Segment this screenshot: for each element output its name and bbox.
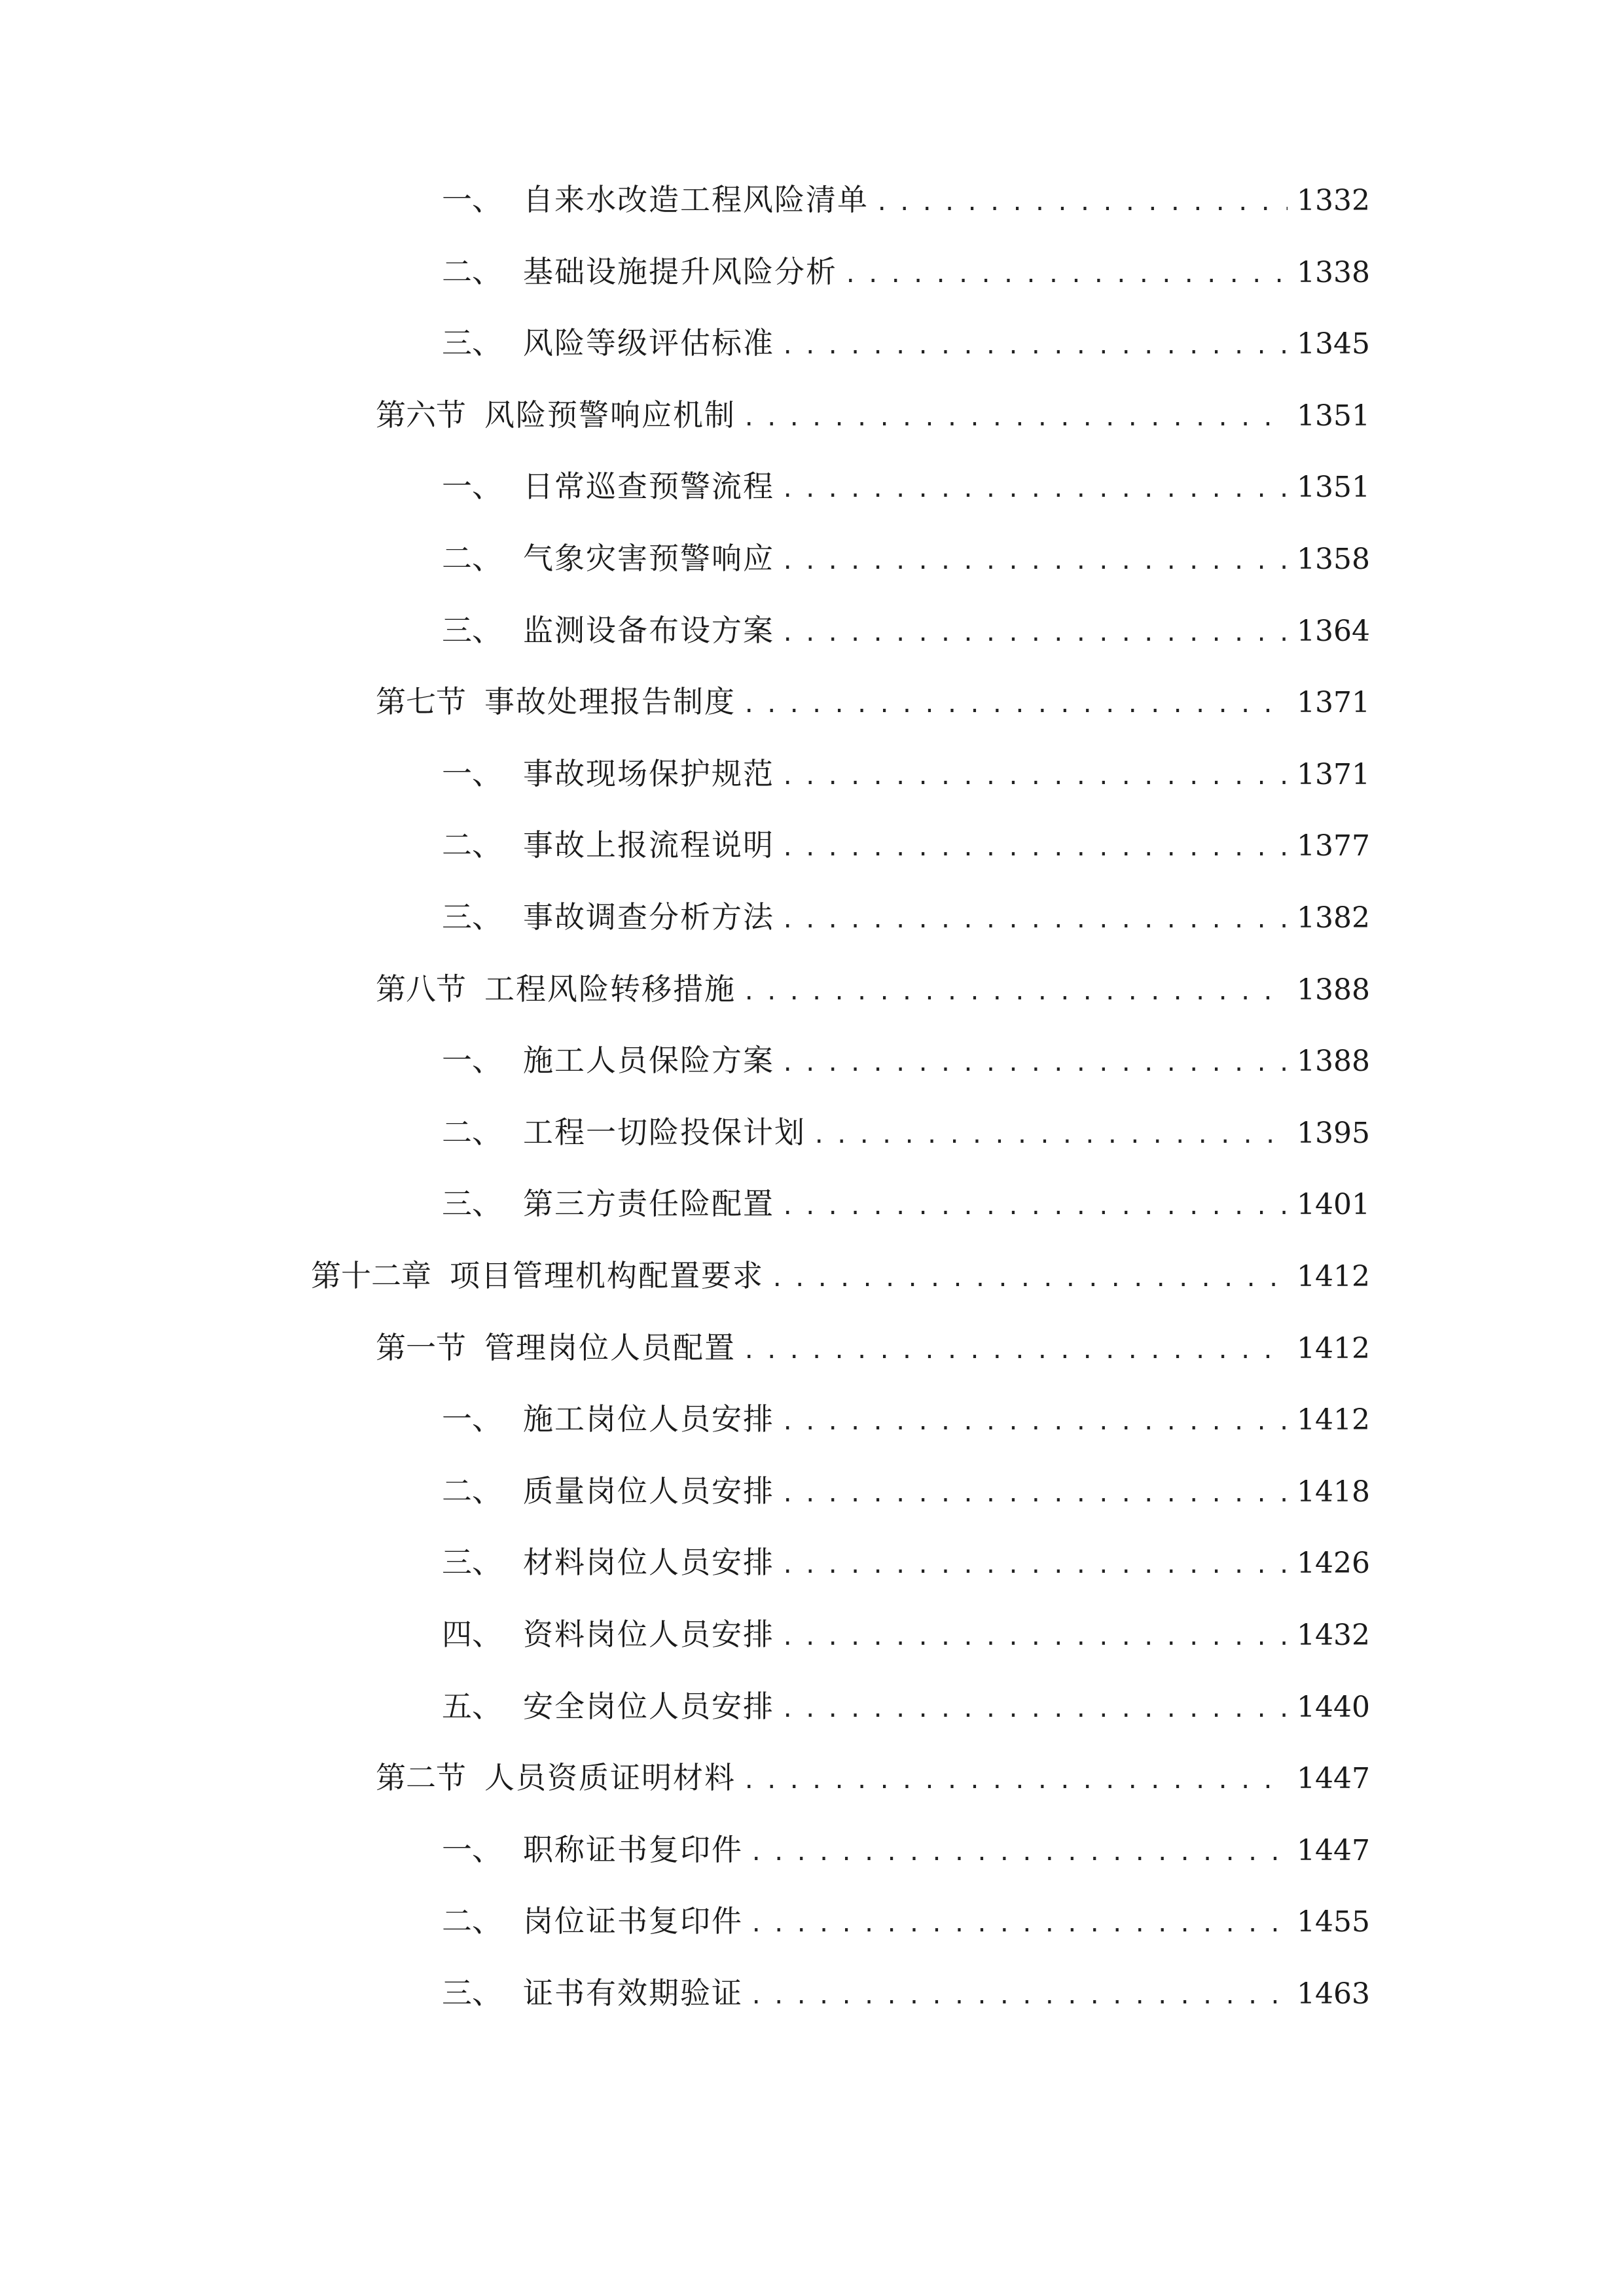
- dot-leader: [749, 1905, 1288, 1944]
- toc-entry-page-number: 1401: [1297, 1188, 1370, 1222]
- toc-entry-title: 第三方责任险配置: [523, 1186, 774, 1222]
- toc-entry-title: 事故处理报告制度: [484, 684, 736, 720]
- toc-entry[interactable]: [311, 1256, 1370, 1295]
- toc-entry-title: 风险预警响应机制: [484, 397, 736, 433]
- toc-entry[interactable]: [442, 1901, 1370, 1941]
- dot-leader: [812, 1116, 1288, 1155]
- toc-entry[interactable]: [442, 1041, 1370, 1080]
- toc-entry-title: 气象灾害预警响应: [523, 541, 774, 576]
- toc-entry-page-number: 1412: [1297, 1331, 1370, 1365]
- toc-entry-number: 一、: [442, 1401, 502, 1437]
- dot-leader: [781, 757, 1288, 797]
- dot-leader: [781, 1690, 1288, 1729]
- toc-entry-title: 自来水改造工程风险清单: [523, 182, 869, 217]
- toc-entry[interactable]: [376, 969, 1370, 1009]
- toc-entry-number: 第十二章: [311, 1258, 431, 1293]
- toc-entry-title: 监测设备布设方案: [523, 612, 774, 648]
- toc-entry-title: 职称证书复印件: [523, 1831, 743, 1867]
- toc-entry-page-number: 1382: [1297, 901, 1370, 935]
- toc-entry-page-number: 1377: [1297, 829, 1370, 863]
- toc-entry-number: 三、: [442, 1975, 502, 2011]
- toc-entry-page-number: 1447: [1297, 1833, 1370, 1867]
- toc-entry-number: 二、: [442, 1473, 502, 1509]
- toc-entry-page-number: 1463: [1297, 1977, 1370, 2011]
- toc-entry-number: 一、: [442, 182, 502, 217]
- toc-entry-number: 第六节: [376, 397, 466, 433]
- toc-entry-page-number: 1345: [1297, 327, 1370, 361]
- toc-entry-page-number: 1440: [1297, 1690, 1370, 1724]
- toc-entry-page-number: 1388: [1297, 1045, 1370, 1079]
- toc-entry-page-number: 1351: [1297, 471, 1370, 505]
- dot-leader: [781, 470, 1288, 509]
- toc-entry-page-number: 1371: [1297, 757, 1370, 791]
- toc-entry-title: 事故调查分析方法: [523, 899, 774, 935]
- toc-entry[interactable]: [442, 323, 1370, 363]
- toc-entry[interactable]: [376, 682, 1370, 721]
- toc-entry-number: 二、: [442, 1114, 502, 1150]
- toc-entry[interactable]: [442, 1615, 1370, 1654]
- dot-leader: [781, 1044, 1288, 1083]
- dot-leader: [844, 255, 1288, 295]
- dot-leader: [781, 1618, 1288, 1657]
- toc-entry-number: 第七节: [376, 684, 466, 720]
- dot-leader: [781, 1403, 1288, 1442]
- toc-entry-page-number: 1358: [1297, 543, 1370, 576]
- toc-entry-number: 一、: [442, 1831, 502, 1867]
- toc-entry-page-number: 1455: [1297, 1905, 1370, 1939]
- toc-entry-title: 施工人员保险方案: [523, 1043, 774, 1079]
- dot-leader: [781, 1475, 1288, 1514]
- dot-leader: [742, 1761, 1288, 1801]
- toc-entry-title: 工程一切险投保计划: [523, 1114, 806, 1150]
- toc-entry-page-number: 1447: [1297, 1762, 1370, 1796]
- toc-entry-page-number: 1412: [1297, 1260, 1370, 1293]
- dot-leader: [742, 973, 1288, 1012]
- toc-entry-number: 四、: [442, 1617, 502, 1652]
- toc-entry-number: 三、: [442, 612, 502, 648]
- toc-entry[interactable]: [442, 754, 1370, 793]
- toc-entry-number: 一、: [442, 469, 502, 505]
- toc-entry[interactable]: [442, 1687, 1370, 1726]
- toc-entry-number: 第二节: [376, 1760, 466, 1796]
- toc-entry[interactable]: [442, 467, 1370, 506]
- dot-leader: [742, 685, 1288, 725]
- toc-entry[interactable]: [442, 611, 1370, 650]
- toc-entry-title: 资料岗位人员安排: [523, 1617, 774, 1652]
- toc-entry-title: 施工岗位人员安排: [523, 1401, 774, 1437]
- toc-entry-title: 证书有效期验证: [523, 1975, 743, 2011]
- toc-entry-number: 二、: [442, 541, 502, 576]
- toc-entry-number: 三、: [442, 325, 502, 361]
- toc-entry[interactable]: [442, 825, 1370, 865]
- toc-entry[interactable]: [442, 1184, 1370, 1223]
- toc-entry-number: 三、: [442, 1186, 502, 1222]
- toc-entry-title: 质量岗位人员安排: [523, 1473, 774, 1509]
- toc-entry-title: 人员资质证明材料: [484, 1760, 736, 1796]
- dot-leader: [781, 614, 1288, 653]
- dot-leader: [781, 1546, 1288, 1585]
- toc-entry-number: 一、: [442, 755, 502, 791]
- dot-leader: [781, 1187, 1288, 1227]
- toc-entry-page-number: 1418: [1297, 1475, 1370, 1509]
- toc-entry[interactable]: [442, 539, 1370, 578]
- toc-entry-title: 项目管理机构配置要求: [450, 1258, 764, 1293]
- toc-entry-page-number: 1432: [1297, 1619, 1370, 1652]
- toc-entry-page-number: 1364: [1297, 614, 1370, 648]
- toc-entry-title: 材料岗位人员安排: [523, 1545, 774, 1581]
- toc-entry-number: 第八节: [376, 971, 466, 1007]
- toc-entry-title: 日常巡查预警流程: [523, 469, 774, 505]
- toc-entry[interactable]: [442, 1113, 1370, 1152]
- toc-entry[interactable]: [442, 1830, 1370, 1869]
- dot-leader: [875, 183, 1288, 223]
- toc-entry[interactable]: [442, 1973, 1370, 2013]
- toc-entry-number: 二、: [442, 253, 502, 289]
- toc-entry-title: 岗位证书复印件: [523, 1903, 743, 1939]
- toc-entry[interactable]: [376, 395, 1370, 435]
- dot-leader: [770, 1259, 1288, 1299]
- toc-entry-title: 管理岗位人员配置: [484, 1329, 736, 1365]
- dot-leader: [781, 901, 1288, 940]
- toc-entry-title: 安全岗位人员安排: [523, 1688, 774, 1724]
- toc-entry-page-number: 1371: [1297, 686, 1370, 720]
- toc-entry-page-number: 1426: [1297, 1547, 1370, 1581]
- toc-entry[interactable]: [442, 897, 1370, 937]
- toc-entry-title: 工程风险转移措施: [484, 971, 736, 1007]
- toc-entry[interactable]: [376, 1328, 1370, 1367]
- toc-entry[interactable]: [442, 1399, 1370, 1439]
- toc-entry[interactable]: [442, 252, 1370, 291]
- toc-entry[interactable]: [376, 1758, 1370, 1797]
- toc-entry-title: 基础设施提升风险分析: [523, 253, 837, 289]
- toc-entry-page-number: 1332: [1297, 184, 1370, 217]
- toc-entry-number: 三、: [442, 1545, 502, 1581]
- toc-entry-page-number: 1388: [1297, 973, 1370, 1007]
- dot-leader: [781, 542, 1288, 581]
- toc-entry[interactable]: [442, 1471, 1370, 1511]
- toc-entry-number: 第一节: [376, 1329, 466, 1365]
- dot-leader: [749, 1833, 1288, 1873]
- dot-leader: [742, 399, 1288, 438]
- toc-entry-page-number: 1412: [1297, 1403, 1370, 1437]
- toc-entry-page-number: 1395: [1297, 1116, 1370, 1150]
- toc-entry-title: 事故现场保护规范: [523, 755, 774, 791]
- dot-leader: [781, 829, 1288, 868]
- toc-entry-number: 五、: [442, 1688, 502, 1724]
- toc-entry[interactable]: [442, 180, 1370, 219]
- toc-entry-page-number: 1338: [1297, 255, 1370, 289]
- toc-entry-number: 三、: [442, 899, 502, 935]
- dot-leader: [742, 1331, 1288, 1371]
- toc-entry-page-number: 1351: [1297, 399, 1370, 433]
- dot-leader: [781, 327, 1288, 366]
- toc-entry-title: 事故上报流程说明: [523, 827, 774, 863]
- dot-leader: [749, 1977, 1288, 2016]
- toc-entry[interactable]: [442, 1543, 1370, 1582]
- toc-entry-number: 二、: [442, 1903, 502, 1939]
- toc-entry-number: 二、: [442, 827, 502, 863]
- toc-entry-title: 风险等级评估标准: [523, 325, 774, 361]
- toc-entry-number: 一、: [442, 1043, 502, 1079]
